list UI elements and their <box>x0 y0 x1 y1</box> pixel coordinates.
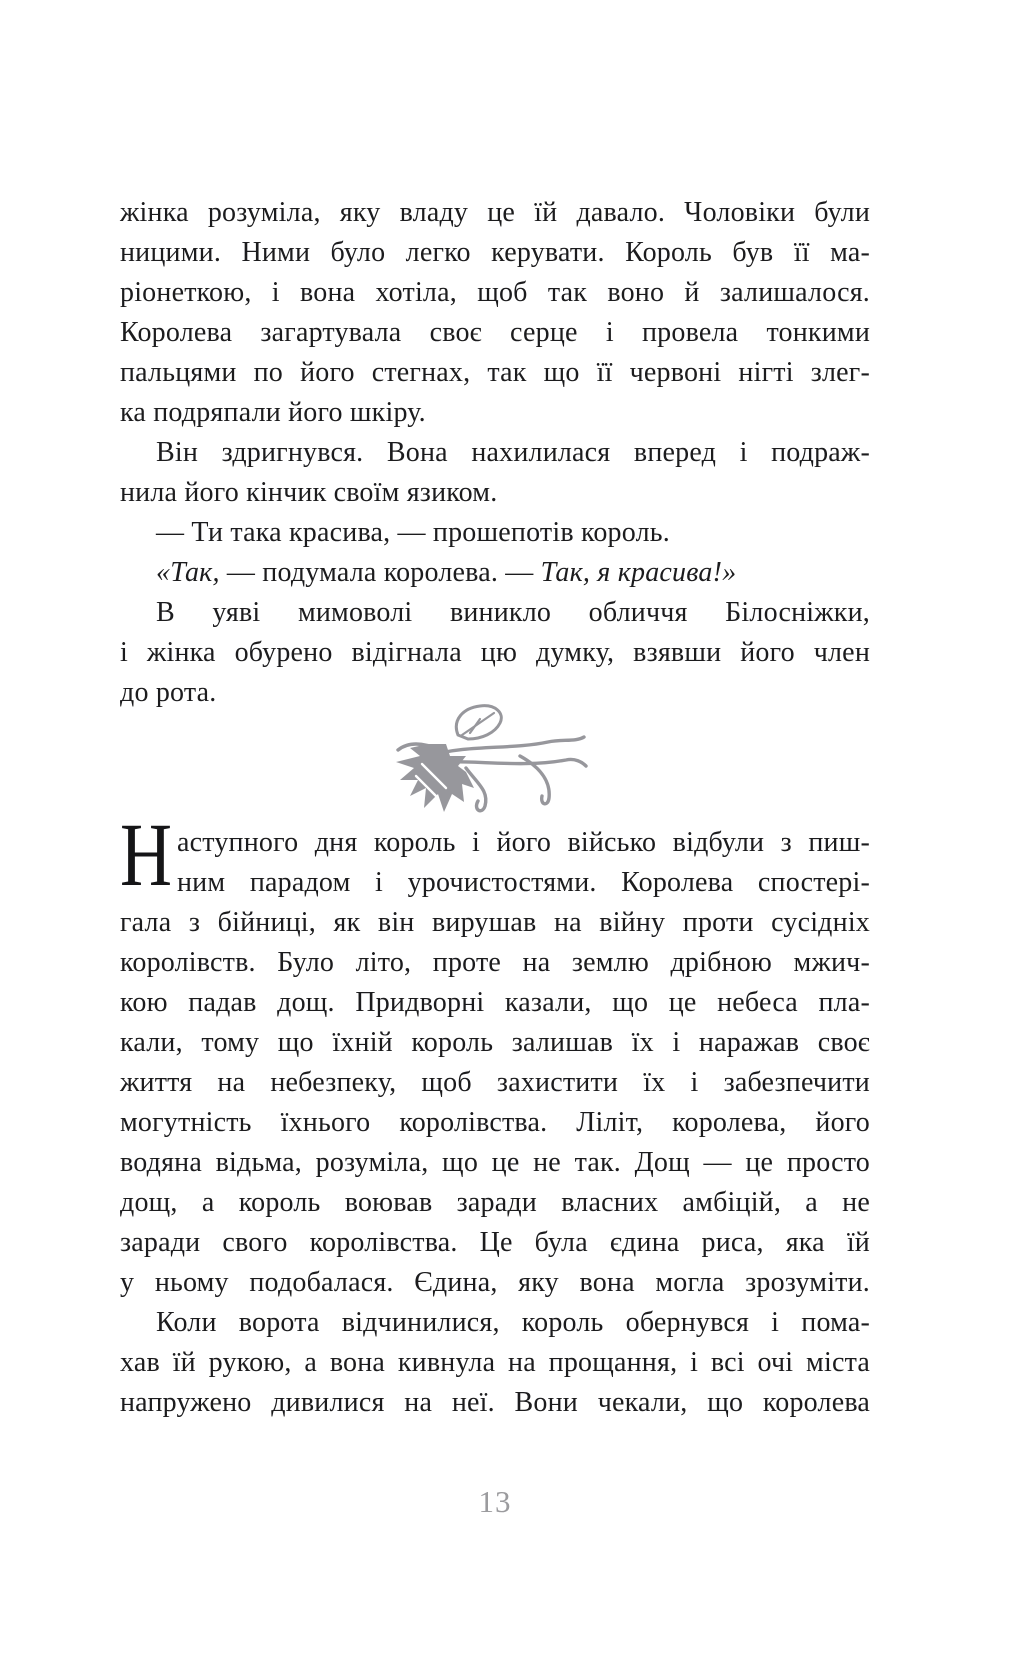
text-line: гала з бійниці, як він вирушав на війну проти сусідніх <box>120 907 870 938</box>
text-line: Королева загартувала своє серце і провела тонкими <box>120 317 870 348</box>
text-line: напружено дивилися на неї. Вони чекали, що королева <box>120 1387 870 1418</box>
text-line: ним парадом і урочистостями. Королева спостері- <box>177 867 870 898</box>
text-line: аступного дня король і його військо відбули з пиш- <box>177 827 870 858</box>
page-number: 13 <box>478 1484 512 1519</box>
text-line: В уяві мимоволі виникло обличчя Білосніжки, <box>156 597 870 628</box>
thought-line <box>120 553 870 593</box>
text-line: могутність їхнього королівства. Ліліт, королева, його <box>120 1107 870 1138</box>
text-line: водяна відьма, розуміла, що це не так. Дощ — це просто <box>120 1147 870 1178</box>
drop-cap: Н <box>120 806 172 905</box>
text-line: Він здригнувся. Вона нахилилася вперед і подраж- <box>156 437 870 468</box>
text-line: життя на небезпеку, щоб захистити їх і забезпечити <box>120 1067 870 1098</box>
text-line: ріонеткою, і вона хотіла, щоб так воно й залишалося. <box>120 277 870 308</box>
ornament-container <box>370 704 588 818</box>
text-line: дощ, а король воював заради власних амбіцій, а не <box>120 1187 870 1218</box>
text-line: королівств. Було літо, проте на землю дрібною мжич- <box>120 947 870 978</box>
text-line: нила його кінчик своїм язиком. <box>120 477 498 508</box>
leaf-branch-ornament-illustration <box>370 704 588 818</box>
italic-thought-text: Так, я красива!» <box>540 557 737 588</box>
text-line: і жінка обурено відігнала цю думку, взявши його член <box>120 637 870 668</box>
text-line: жінка розуміла, яку владу це їй давало. Чоловіки були <box>120 197 870 228</box>
text-line: заради свого королівства. Це була єдина риса, яка їй <box>120 1227 870 1258</box>
text-line: ницими. Ними було легко керувати. Король був її ма- <box>120 237 870 268</box>
text-line: у ньому подобалася. Єдина, яку вона могла зрозуміти. <box>120 1267 870 1298</box>
text-line: ка подряпали його шкіру. <box>120 397 426 428</box>
narration-text: — подумала королева. — <box>219 557 541 588</box>
text-line: кою падав дощ. Придворні казали, що це небеса пла- <box>120 987 870 1018</box>
dialogue-line: — Ти така красива, — прошепотів король. <box>156 517 670 548</box>
text-line: кали, тому що їхній король залишав їх і наражав своє <box>120 1027 870 1058</box>
text-line: до рота. <box>120 677 217 708</box>
text-line: Коли ворота відчинилися, король обернувся і пома- <box>156 1307 870 1338</box>
text-line: пальцями по його стегнах, так що її червоні нігті злег- <box>120 357 870 388</box>
italic-thought-text: «Так, <box>156 557 220 588</box>
text-line: хав їй рукою, а вона кивнула на прощання, і всі очі міста <box>120 1347 870 1378</box>
section-continuation <box>120 193 870 713</box>
text-block <box>120 0 870 1654</box>
section-new-chapter <box>120 806 870 1423</box>
